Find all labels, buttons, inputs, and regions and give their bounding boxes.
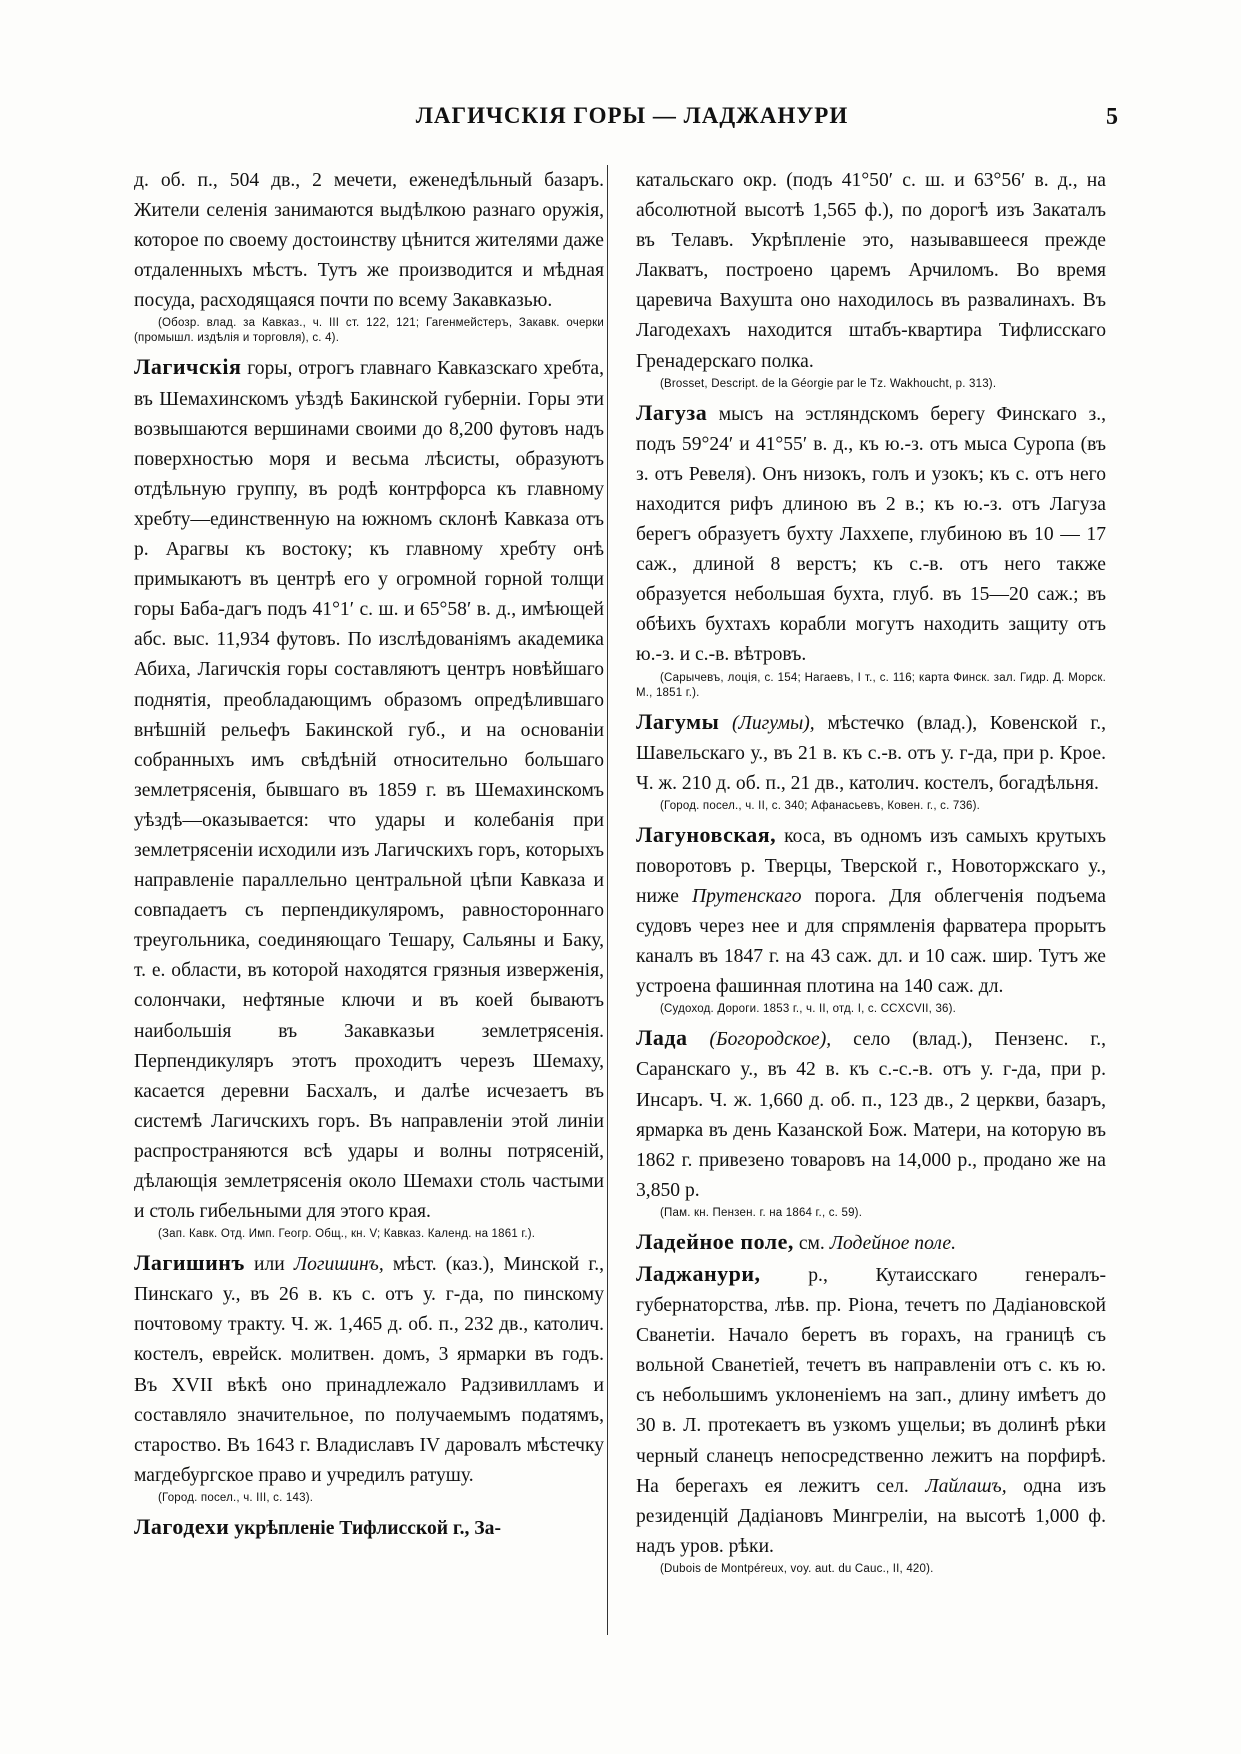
source-citation: (Зап. Кавк. Отд. Имп. Геогр. Общ., кн. V; Кавказ. Календ. на 1861 г.). <box>158 1228 536 1241</box>
left-column <box>134 166 604 1544</box>
continued-entry-text: катальскаго окр. (подъ 41°50′ с. ш. и 63°56′ в. д., на абсолютной высотѣ 1,565 ф.), по дорогѣ изъ Закаталъ въ Телавъ. Укрѣпленіе это, называвшееся прежде Лакватъ, построено царемъ Арчиломъ. Во время царевича Вахушта оно находилось въ развалинахъ. Въ Лагодехахъ находится штабъ-квартира Тифлисскаго Гренадерскаго полка. <box>636 170 1106 372</box>
entry-lagishin <box>134 1248 604 1491</box>
source-citation: (Brosset, Descript. de la Géorgie par le Tz. Wakhoucht, p. 313). <box>660 377 997 390</box>
entry-headword: Лада <box>636 1025 688 1051</box>
entry-text: горы, отрогъ главнаго Кавказскаго хребта, въ Шемахинскомъ уѣздѣ Бакинской губерніи. Горы эти возвышаются вершинами своими до 8,200 футовъ надъ поверхностью моря и весьма лѣсисты, образуютъ отдѣльную группу, въ родѣ контрфорса къ главному хребту—единственную на южномъ склонѣ Кавказа отъ р. Арагвы къ востоку; къ главному хребту онѣ примыкаютъ въ центрѣ его у огромной горной толщи горы Баба-дагъ подъ 41°1′ с. ш. и 65°58′ в. д., имѣющей абс. выс. 11,934 футовъ. По изслѣдованіямъ академика Абиха, Лагичскія горы составляютъ центръ новѣйшаго поднятія, преобладающимъ образомъ опредѣлившаго внѣшній рельефъ Бакинской губ., и на основаніи собранныхъ имъ свѣдѣній относительно большаго землетрясенія, бывшаго въ 1859 г. въ Шемахинскомъ уѣздѣ—оказывается: что удары и колебанія при землетрясеніи исходили изъ Лагичскихъ горъ, которыхъ направленіе параллельно центральной цѣпи Кавказа и совпадаетъ съ перпендикуляромъ, равностороннаго треугольника, соединяющаго Тешару, Сальяны и Баку, т. е. области, въ которой находятся грязныя изверженія, солончаки, нефтяные ключи и въ коей бываютъ наибольшія въ Закавказьи землетрясенія. Перпендикуляръ этотъ проходитъ черезъ Шемаху, касается деревни Басхалъ, и далѣе исчезаетъ въ системѣ Лагичскихъ горъ. Въ направленіи этой линіи распространяются всѣ удары и волны потрясеній, дѣлающія землетрясенія около Шемахи столь частыми и столь гибельными для этого края. <box>134 358 605 1223</box>
running-head: ЛАГИЧСКІЯ ГОРЫ — ЛАДЖАНУРИ <box>415 103 849 128</box>
entry-headword: Лагишинъ <box>134 1250 245 1276</box>
entry-headword: Лагуза <box>636 399 708 425</box>
source-citation: (Город. посел., ч. II, с. 340; Афанасьевъ, Ковен. г., с. 736). <box>660 799 981 812</box>
entry-lagumy <box>636 707 1106 799</box>
entry-ladzhanuri <box>636 1259 1106 1562</box>
entry-text: мѣст. (каз.), Минской г., Пинскаго у., въ 26 в. къ с. отъ у. г-да, по пинскому почтовому тракту. Ч. ж. 1,465 д. об. п., 232 дв., католич. костелъ, еврейск. молитвен. домъ, 3 ярмарки въ годъ. Въ XVII вѣкѣ оно принадлежало Радзивилламъ и составляло значительное, по получаемымъ податямъ, староство. Въ 1643 г. Владиславъ IV даровалъ мѣстечку магдебургское право и учредилъ ратушу. <box>134 1254 605 1486</box>
entry-text: коса, въ одномъ изъ самыхъ крутыхъ поворотовъ р. Тверцы, Тверской г., Новоторжскаго у., ниже <box>636 825 1106 907</box>
source-citation: (Dubois de Montpéreux, voy. aut. du Cauc., II, 420). <box>660 1562 934 1575</box>
source-citation: (Пам. кн. Пензен. г. на 1864 г., с. 59). <box>660 1206 863 1219</box>
entry-lada <box>636 1023 1106 1206</box>
entry-alt-name: Лайлашъ, <box>925 1475 1007 1497</box>
entry-text: одна изъ резиденцій Дадіановъ Мингреліи, на высотѣ 1,000 ф. надъ уров. рѣки. <box>636 1475 1106 1557</box>
entry-alt-prefix: или <box>253 1254 285 1276</box>
entry-lagodekhi <box>134 1512 604 1544</box>
entry-text: р., Кутаисскаго генералъ-губернаторства, лѣв. пр. Ріона, течетъ по Дадіановской Сванетіи. Начало беретъ въ горахъ, на границѣ съ вольной Сванетіей, течетъ въ направленіи отъ с. къ ю. съ небольшимъ уклоненіемъ на зап., длину имѣетъ до 30 в. Л. протекаетъ въ узкомъ ущельи; въ долинѣ рѣки черный сланецъ непосредственно лежитъ на порфирѣ. На берегахъ ея лежитъ сел. <box>636 1265 1106 1497</box>
page-number: 5 <box>1106 104 1118 130</box>
entry-ladeynoe-pole <box>636 1227 1106 1259</box>
entry-headword: Лагодехи <box>134 1513 230 1539</box>
entry-text: мысъ на эстляндскомъ берегу Финскаго з., подъ 59°24′ и 41°55′ в. д., къ ю.-з. отъ мыса Суропа (въ з. отъ Ревеля). Онъ низокъ, голъ и узокъ; къ с. отъ него находится рифъ длиною въ 2 в.; къ ю.-з. отъ Лагуза берегъ образуетъ бухту Лаххепе, глубиною въ 10 — 17 саж., длиной 8 верстъ; къ с.-в. отъ него также образуется небольшая бухта, глуб. въ 15—20 саж.; въ обѣихъ бухтахъ корабли могутъ находить защиту отъ ю.-з. и с.-в. вѣтровъ. <box>636 403 1106 666</box>
entry-headword: Лагичскія <box>134 354 242 380</box>
entry-alt-name: Прутенскаго <box>691 885 802 907</box>
column-divider <box>607 165 608 1635</box>
continued-entry-text: д. об. п., 504 дв., 2 мечети, еженедѣльный базаръ. Жители селенія занимаются выдѣлкою разнаго оружія, которое по своему достоинству цѣнится жителями даже отдаленныхъ мѣстъ. Тутъ же производится и мѣдная посуда, расходящаяся почти по всему Закавказью. <box>134 170 604 312</box>
entry-laguza <box>636 398 1106 671</box>
source-citation: (Судоход. Дороги. 1853 г., ч. II, отд. I, с. CCXCVII, 36). <box>660 1003 957 1016</box>
entry-headword: Ладжанури, <box>636 1261 761 1286</box>
cross-reference-link[interactable]: Лодейное поле. <box>829 1232 957 1254</box>
right-column <box>636 166 1106 1583</box>
source-citation: (Сарычевъ, лоція, с. 154; Нагаевъ, I т., с. 116; карта Финск. зал. Гидр. Д. Морск. М., 1851 г.). <box>636 671 1106 699</box>
entry-text: мѣстечко (влад.), Ковенской г., Шавельскаго у., въ 21 в. къ с.-в. отъ у. г-да, при р. Крое. Ч. ж. 210 д. об. п., 21 дв., католич. костелъ, богадѣльня. <box>636 712 1107 794</box>
entry-alt-name: (Лигумы), <box>732 712 815 734</box>
entry-alt-name: Логишинъ, <box>293 1254 384 1276</box>
entry-text: порога. Для облегченія подъема судовъ через нее и для спрямленія фарватера прорытъ каналъ въ 1847 г. на 43 саж. дл. и 10 саж. шир. Тутъ же устроена фашинная плотина на 140 саж. дл. <box>636 885 1106 998</box>
entry-text: укрѣпленіе Тифлисской г., За- <box>234 1517 501 1539</box>
entry-lagunovskaya <box>636 820 1106 1003</box>
source-citation: (Город. посел., ч. III, с. 143). <box>158 1491 314 1504</box>
entry-headword: Ладейное поле, <box>636 1228 794 1254</box>
entry-headword: Лагумы <box>636 708 720 734</box>
entry-text: село (влад.), Пензенс. г., Саранскаго у., въ 42 в. къ с.-с.-в. отъ у. г-да, при р. Инсаръ. Ч. ж. 1,660 д. об. п., 123 дв., 2 церкви, базаръ, ярмарка въ день Казанской Бож. Матери, на которую въ 1862 г. привезено товаровъ на 14,000 р., продано же на 3,850 р. <box>636 1029 1106 1201</box>
entry-headword: Лагуновская, <box>636 821 777 847</box>
source-citation: (Обозр. влад. за Кавказ., ч. III ст. 122, 121; Гагенмейстеръ, Закавк. очерки (промышл. издѣлія и торговля), с. 4). <box>134 317 604 345</box>
entry-alt-name: (Богородское), <box>709 1029 832 1051</box>
entry-lagichskiya-gory <box>134 352 604 1227</box>
entry-text: см. <box>798 1232 825 1254</box>
